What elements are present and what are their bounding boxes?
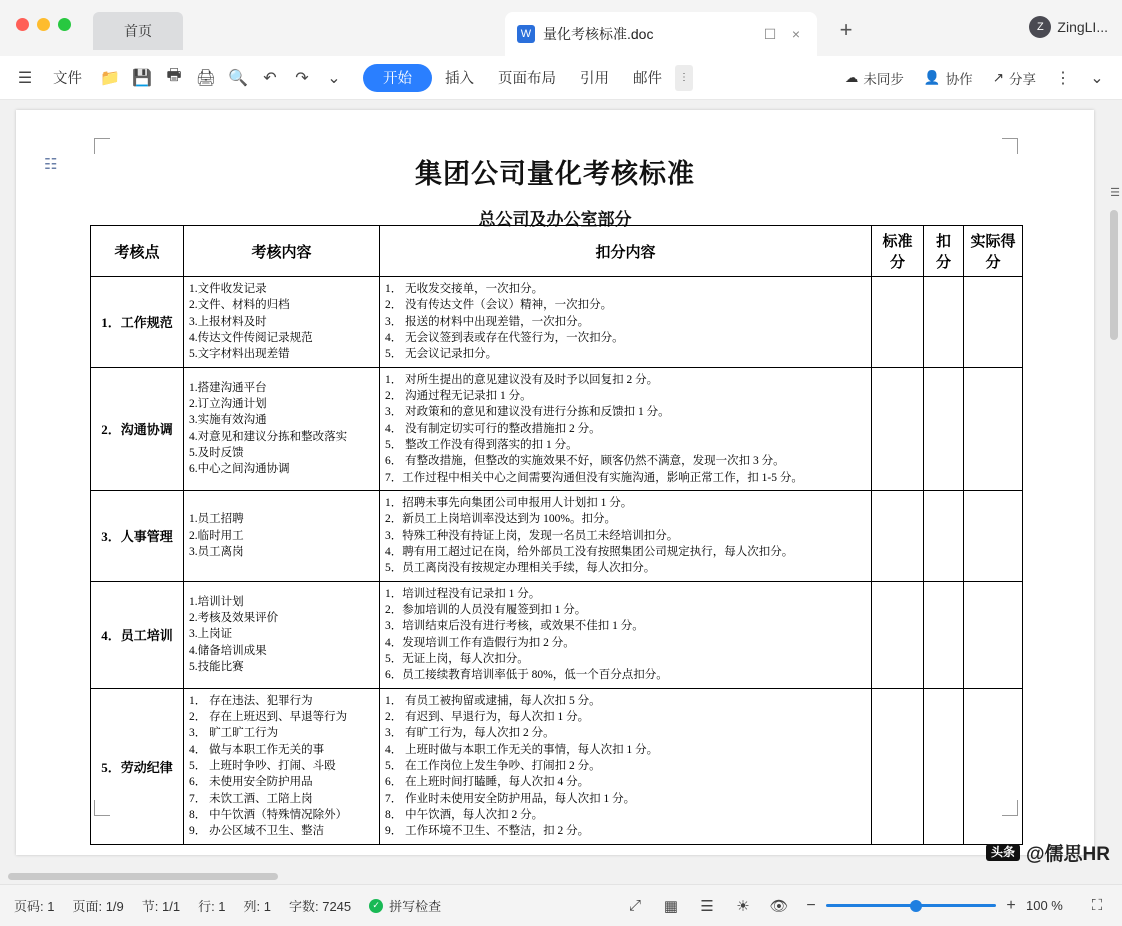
deduct-line: 3． 对政策和的意见和建议没有进行分拣和反馈扣 1 分。 [385,406,670,419]
deduct-line: 2． 有迟到、早退行为，每人次扣 1 分。 [385,710,590,723]
content-line: 7． 未饮工酒、工陪上岗 [189,792,313,805]
cell-actual-score [964,277,1023,368]
cell-deducted [924,277,964,368]
cell-content [184,688,380,844]
window-controls[interactable] [16,18,71,31]
zoom-out-button[interactable]: − [806,896,816,914]
cell-point: 3．人事管理 [91,490,184,581]
cell-point: 5．劳动纪律 [91,688,184,844]
collaborate-label: 协作 [945,71,973,87]
content-line: 9． 办公区域不卫生、整洁 [189,825,325,838]
minimize-window-button[interactable] [37,18,50,31]
status-bar [0,884,1122,926]
deduct-line: 1． 对所生提出的意见建议没有及时予以回复扣 2 分。 [385,373,659,386]
content-line: 3.上报材料及时 [189,315,267,328]
content-line: 2.订立沟通计划 [189,398,267,411]
sync-status-button[interactable] [837,64,912,92]
cell-point: 4．员工培训 [91,581,184,688]
collaborate-button[interactable] [916,64,981,92]
person-icon: 👤 [923,69,941,85]
chevron-down-icon[interactable]: ⌄ [327,69,341,87]
line-label: 行: 1 [198,899,226,914]
cell-actual-score [964,490,1023,581]
content-line: 4.储备培训成果 [189,644,267,657]
deduct-line: 1． 有员工被拘留或逮捕，每人次扣 5 分。 [385,694,601,707]
deduct-line: 1．招聘未事先向集团公司申报用人计划扣 1 分。 [385,496,633,509]
redo-icon[interactable]: ↷ [295,69,309,87]
content-line: 6． 未使用安全防护用品 [189,776,313,789]
content-line: 1． 存在违法、犯罪行为 [189,694,313,707]
new-tab-label: + [839,17,853,42]
content-line: 1.员工招聘 [189,513,244,526]
cell-deduction [380,688,872,844]
tab-mailings[interactable]: 邮件 [633,71,662,87]
print-preview-icon[interactable]: 🖶 [166,67,182,84]
side-panel-icons[interactable]: ☰ [1110,187,1120,199]
deduct-line: 2．参加培训的人员没有履签到扣 1 分。 [385,603,587,616]
cell-standard-score [872,581,924,688]
document-page[interactable] [16,110,1094,855]
deduct-line: 6．员工接续教育培训率低于 80%，低一个百分点扣分。 [385,669,668,682]
content-line: 5.及时反馈 [189,447,244,460]
page-view-icon[interactable]: ▦ [663,897,679,915]
deduct-line: 6． 有整改措施，但整改的实施效果不好，顾客仍然不满意，发现一次扣 3 分。 [385,455,785,468]
deduct-line: 3．特殊工种没有持证上岗，发现一名员工未经培训扣分。 [385,529,679,542]
page-subtitle: 总公司及办公室部分 [478,210,632,229]
cell-actual-score [964,688,1023,844]
save-icon[interactable]: 💾 [132,69,152,87]
sync-status-label: 未同步 [863,71,904,87]
avatar: Z [1029,16,1051,38]
fullscreen-icon[interactable]: ⤢ [628,897,641,914]
spellcheck-label: 拼写检查 [389,899,442,914]
deduct-line: 1． 无收发交接单，一次扣分。 [385,283,544,295]
content-line: 3.实施有效沟通 [189,414,267,427]
tab-document[interactable] [505,12,817,56]
deduct-line: 4． 无会议签到表或存在代签行为，一次扣分。 [385,331,624,344]
content-line: 5． 上班时争吵、打闹、斗殴 [189,759,336,772]
header-standard-score: 标准分 [872,226,924,277]
watermark-logo: 头条 [986,844,1020,861]
user-account[interactable] [1029,16,1108,38]
vertical-scrollbar[interactable] [1110,210,1118,340]
deduct-line: 7． 作业时未使用安全防护用品，每人次扣 1 分。 [385,792,636,805]
content-line: 4.对意见和建议分拣和整改落实 [189,430,348,443]
undo-icon[interactable]: ↶ [263,69,277,87]
revision-mark-icon: ☷ [44,156,58,173]
file-menu-button[interactable]: 文件 [53,71,82,87]
read-view-icon[interactable]: 👁 [769,897,789,915]
cell-actual-score [964,367,1023,490]
share-button[interactable] [985,64,1044,92]
comment-icon[interactable]: ☐ [763,25,777,42]
table-row[interactable] [91,490,1023,581]
more-tabs-button[interactable]: ⋮ [675,65,693,91]
tab-document-label: 量化考核标准.doc [543,26,654,42]
cell-deducted [924,688,964,844]
cell-deduction [380,277,872,368]
cell-deducted [924,490,964,581]
menu-icon[interactable]: ☰ [17,69,33,87]
cell-deduction [380,581,872,688]
deduct-line: 5．员工离岗没有按规定办理相关手续，每人次扣分。 [385,562,656,575]
content-line: 4． 做与本职工作无关的事 [189,743,325,756]
deduct-line: 8． 中午饮酒，每人次扣 2 分。 [385,808,544,821]
content-line: 5.文字材料出现差错 [189,348,290,361]
share-label: 分享 [1009,71,1036,87]
cell-content [184,581,380,688]
content-line: 2.考核及效果评价 [189,612,279,625]
deduct-line: 2． 没有传达文件（会议）精神，一次扣分。 [385,299,613,312]
table-header-row [91,226,1023,277]
collapse-ribbon-icon[interactable]: ⌄ [1090,69,1104,87]
zoom-slider-knob[interactable] [910,900,922,912]
content-line: 5.技能比赛 [189,661,244,674]
content-line: 3.上岗证 [189,628,233,641]
header-point: 考核点 [91,226,184,277]
content-line: 3.员工离岗 [189,545,244,558]
deduct-line: 5． 整改工作没有得到落实的扣 1 分。 [385,438,578,451]
cell-standard-score [872,277,924,368]
new-tab-button[interactable] [834,18,858,42]
ribbon-toolbar [0,56,1122,100]
tab-insert[interactable]: 插入 [445,71,474,87]
deduct-line: 9． 工作环境不卫生、不整洁，扣 2 分。 [385,825,590,838]
deduct-line: 4． 上班时做与本职工作无关的事情，每人次扣 1 分。 [385,743,659,756]
cell-deduction [380,490,872,581]
content-line: 3． 旷工旷工行为 [189,727,279,740]
close-icon[interactable]: × [791,26,801,42]
zoom-control[interactable] [804,897,1072,915]
cell-point: 2．沟通协调 [91,367,184,490]
content-line: 8． 中午饮酒（特殊情况除外） [189,808,348,821]
open-folder-icon[interactable]: 📁 [100,69,120,87]
cell-deducted [924,581,964,688]
cell-content [184,490,380,581]
zoom-value-label: 100 % [1026,898,1063,913]
cell-standard-score [872,490,924,581]
fit-page-icon[interactable]: ⛶ [1091,897,1103,914]
margin-corner-top-left [94,138,110,154]
table-row[interactable] [91,688,1023,844]
deduct-line: 6． 在上班时间打瞌睡，每人次扣 4 分。 [385,776,590,789]
tab-page-layout[interactable]: 页面布局 [498,71,556,87]
tab-home[interactable] [93,12,183,50]
deduct-line: 4． 没有制定切实可行的整改措施扣 2 分。 [385,422,601,435]
cell-standard-score [872,688,924,844]
zoom-slider[interactable] [826,904,996,907]
page-count-label: 页面: 1/9 [72,899,124,914]
deduct-line: 1．培训过程没有记录扣 1 分。 [385,587,541,600]
section-label: 节: 1/1 [141,899,181,914]
assessment-table[interactable] [90,225,1023,845]
table-row[interactable] [91,367,1023,490]
margin-corner-top-right [1002,138,1018,154]
header-deducted: 扣分 [924,226,964,277]
maximize-window-button[interactable] [58,18,71,31]
content-line: 1.文件收发记录 [189,283,267,295]
column-label: 列: 1 [243,899,271,914]
tab-references[interactable]: 引用 [580,71,609,87]
close-window-button[interactable] [16,18,29,31]
cloud-icon: ☁ [844,69,859,85]
search-icon[interactable]: 🔍 [228,69,248,87]
check-icon: ✓ [369,899,383,913]
cell-deduction [380,367,872,490]
content-line: 1.搭建沟通平台 [189,381,267,394]
cell-standard-score [872,367,924,490]
header-actual-score: 实际得分 [964,226,1023,277]
content-line: 4.传达文件传阅记录规范 [189,331,313,344]
document-canvas[interactable] [0,100,1122,884]
watermark-text: @儒思HR [1026,844,1110,865]
content-line: 2． 存在上班迟到、早退等行为 [189,710,348,723]
wps-writer-icon: W [517,25,535,43]
horizontal-scrollbar[interactable] [8,873,278,880]
deduct-line: 2．新员工上岗培训率没达到为 100%。扣分。 [385,513,616,526]
outline-view-icon[interactable]: ☰ [700,897,714,915]
spellcheck-button[interactable] [369,896,441,915]
deduct-line: 5．无证上岗，每人次扣分。 [385,652,529,665]
table-row[interactable] [91,277,1023,368]
cell-actual-score [964,581,1023,688]
cell-content [184,277,380,368]
web-view-icon[interactable]: ☀ [736,897,750,915]
table-row[interactable] [91,581,1023,688]
cell-deducted [924,367,964,490]
status-right-group [624,895,1108,917]
header-deduction: 扣分内容 [380,226,872,277]
content-line: 2.临时用工 [189,529,244,542]
print-icon[interactable]: 🖨 [195,69,217,87]
tab-home-label: 首页 [124,23,152,39]
toolbar-right-group [837,63,1112,93]
header-content: 考核内容 [184,226,380,277]
page-number-label: 页码: 1 [14,899,55,914]
content-line: 2.文件、材料的归档 [189,299,290,312]
tab-start[interactable]: 开始 [363,64,432,92]
table-body [91,277,1023,845]
deduct-line: 4．发现培训工作有造假行为扣 2 分。 [385,636,575,649]
word-count-label: 字数: 7245 [289,899,352,914]
deduct-line: 3．培训结束后没有进行考核，或效果不佳扣 1 分。 [385,620,644,633]
share-icon: ↗ [992,69,1004,85]
deduct-line: 3． 有旷工行为，每人次扣 2 分。 [385,727,555,740]
cell-content [184,367,380,490]
overflow-menu-icon[interactable]: ⋮ [1055,69,1071,87]
cell-point: 1．工作规范 [91,277,184,368]
deduct-line: 5． 无会议记录扣分。 [385,348,498,361]
zoom-in-button[interactable]: + [1006,896,1016,914]
user-name-label: ZingLI... [1057,19,1108,35]
content-line: 1.培训计划 [189,595,244,608]
watermark [986,839,1110,866]
deduct-line: 2． 沟通过程无记录扣 1 分。 [385,389,532,402]
title-bar [0,0,1122,56]
page-title: 集团公司量化考核标准 [415,159,695,189]
deduct-line: 3． 报送的材料中出现差错，一次扣分。 [385,315,590,328]
content-line: 6.中心之间沟通协调 [189,463,290,476]
deduct-line: 4．聘有用工超过记在岗，给外部员工没有按照集团公司规定执行，每人次扣分。 [385,545,794,558]
deduct-line: 7．工作过程中相关中心之间需要沟通但没有实施沟通，影响正常工作，扣 1-5 分。 [385,471,803,484]
deduct-line: 5． 在工作岗位上发生争吵、打闹扣 2 分。 [385,759,601,772]
